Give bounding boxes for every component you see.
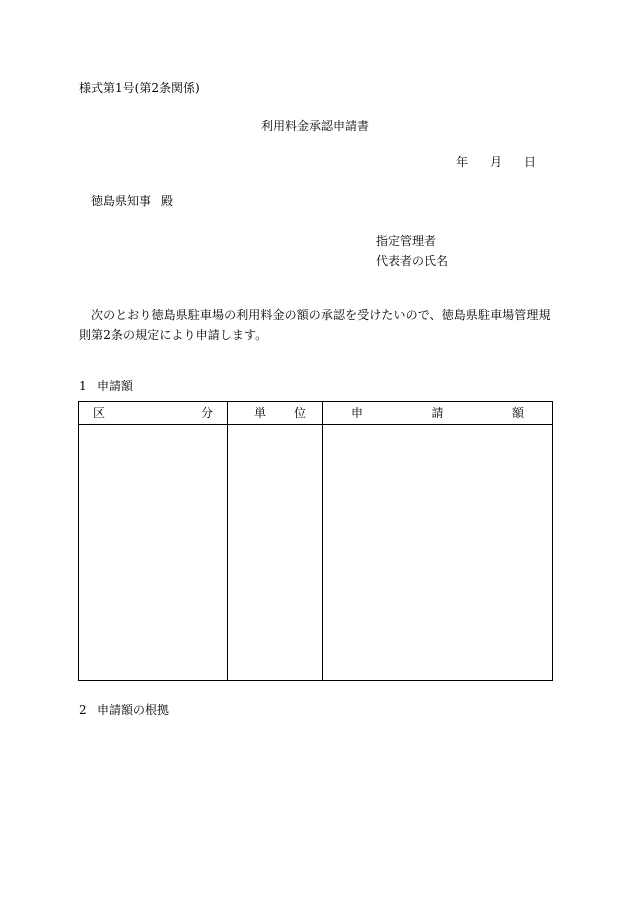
- section-1-title: 申請額: [97, 379, 134, 393]
- category-cell[interactable]: [79, 425, 228, 681]
- section-2-title: 申請額の根拠: [97, 703, 170, 717]
- date-year: 年: [456, 155, 469, 169]
- section-2-number: 2: [79, 703, 87, 717]
- section-1-number: 1: [79, 379, 87, 393]
- addressee-name: 徳島県知事: [91, 194, 152, 208]
- date-month: 月: [490, 155, 503, 169]
- section-2-heading: [79, 704, 169, 716]
- application-amount-table: [78, 401, 553, 681]
- section-1-heading: [79, 380, 133, 392]
- header-requested-amount: 申 請 額: [323, 402, 553, 425]
- header-unit: 単 位: [228, 402, 323, 425]
- document-title: 利用料金承認申請書: [260, 119, 369, 133]
- applicant-block: [376, 231, 448, 271]
- table-row: [79, 425, 553, 681]
- table-header-row: [79, 402, 553, 425]
- applicant-designated-manager: 指定管理者: [376, 234, 437, 248]
- application-statement: 次のとおり徳島県駐車場の利用料金の額の承認を受けたいので、徳島県駐車場管理規則第2条の規定により申請します。: [79, 308, 551, 342]
- requested-amount-cell[interactable]: [323, 425, 553, 681]
- header-category: 区 分: [79, 402, 228, 425]
- addressee-honorific: 殿: [161, 194, 174, 208]
- date-line: [456, 156, 536, 168]
- applicant-representative-name: 代表者の氏名: [376, 254, 449, 268]
- form-number: 様式第1号(第2条関係): [79, 81, 200, 95]
- addressee: [91, 195, 173, 207]
- date-day: 日: [524, 155, 537, 169]
- unit-cell[interactable]: [228, 425, 323, 681]
